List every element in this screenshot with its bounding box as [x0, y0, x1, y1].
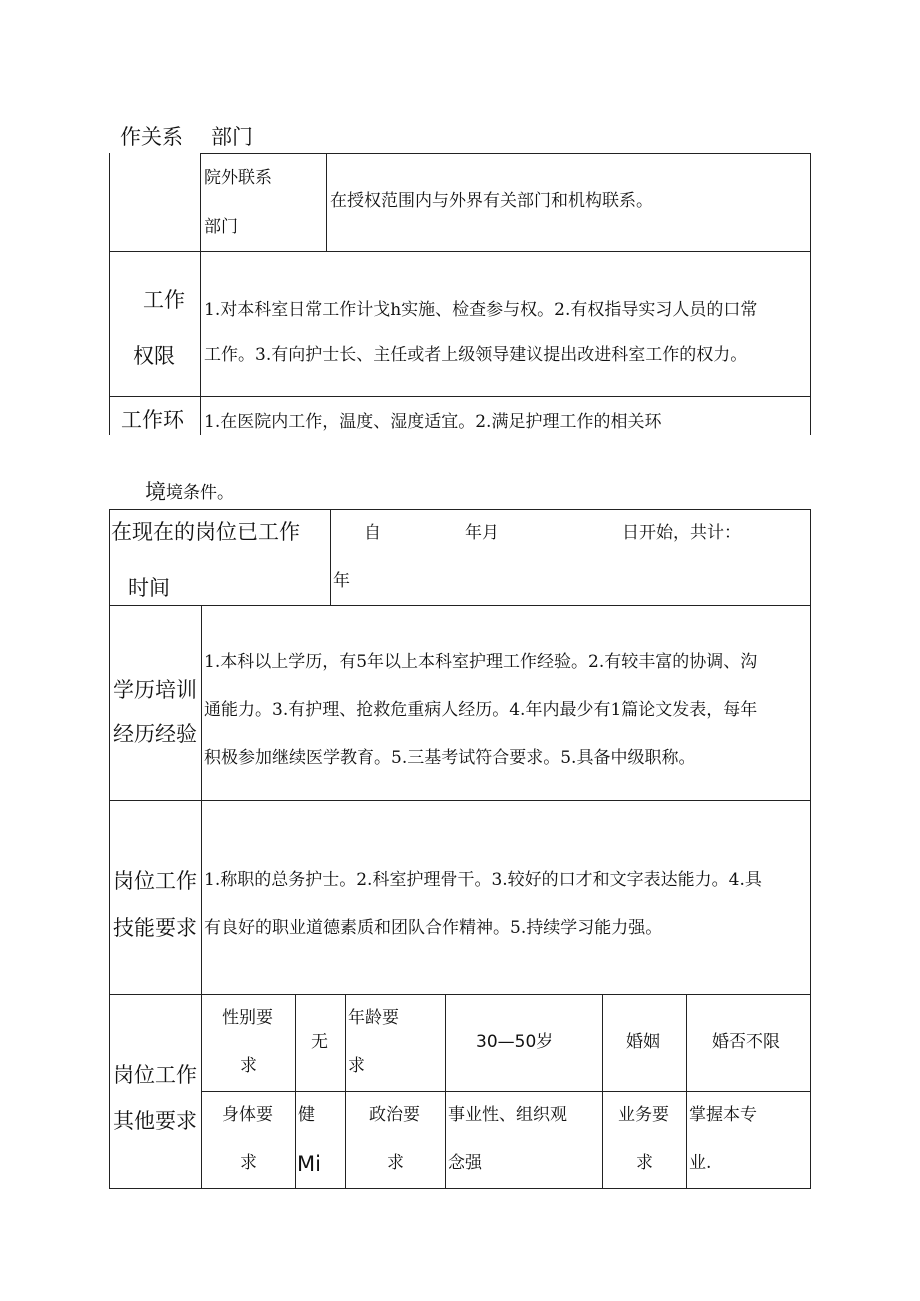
education-label-1: 学历培训 — [113, 678, 197, 702]
other-label-2: 其他要求 — [113, 1109, 197, 1133]
environment-continued-big: 境 — [145, 480, 166, 504]
politics-value-2: 念强 — [448, 1153, 482, 1173]
education-line-1: 1.本科以上学历，有5年以上本科室护理工作经验。2.有较丰富的协调、沟 — [204, 652, 758, 672]
authority-line-2: 工作。3.有向护士长、主任或者上级领导建议提出改进科室工作的权力。 — [204, 345, 748, 365]
external-label-1: 院外联系 — [204, 168, 272, 188]
tenure-from: 自 — [364, 523, 381, 543]
environment-label: 工作环 — [121, 408, 184, 432]
header-relation-label: 作关系 — [120, 125, 183, 149]
authority-line-1: 1.对本科室日常工作计戈h实施、检查参与权。2.有权指导实习人员的口常 — [204, 300, 758, 320]
age-label-2: 求 — [348, 1056, 365, 1076]
skills-line-2: 有良好的职业道德素质和团队合作精神。5.持续学习能力强。 — [204, 918, 663, 938]
external-label-2: 部门 — [204, 217, 238, 237]
tenure-year-month: 年月 — [465, 523, 499, 543]
gender-label-1: 性别要 — [222, 1008, 273, 1028]
other-label-1: 岗位工作 — [113, 1063, 197, 1087]
environment-text: 1.在医院内工作，温度、湿度适宜。2.满足护理工作的相关环 — [204, 412, 662, 432]
business-label-1: 业务要 — [618, 1105, 669, 1125]
authority-label-1: 工作 — [143, 288, 185, 312]
body-value-2: Mi — [297, 1152, 321, 1176]
politics-label-1: 政治要 — [369, 1105, 420, 1125]
education-label-2: 经历经验 — [113, 722, 197, 746]
education-line-3: 积极参加继续医学教育。5.三基考试符合要求。5.具备中级职称。 — [204, 748, 696, 768]
skills-line-1: 1.称职的总务护士。2.科室护理骨干。3.较好的口才和文字表达能力。4.具 — [204, 870, 762, 890]
tenure-label-1: 在现在的岗位已工作 — [111, 520, 300, 544]
gender-value: 无 — [311, 1032, 328, 1052]
body-value-1: 健 — [298, 1105, 315, 1125]
age-value: 30—50岁 — [476, 1032, 554, 1052]
education-line-2: 通能力。3.有护理、抢救危重病人经历。4.年内最少有1篇论文发表，每年 — [204, 700, 758, 720]
business-value-1: 掌握本专 — [689, 1105, 757, 1125]
body-label-2: 求 — [240, 1153, 257, 1173]
age-label-1: 年龄要 — [348, 1008, 399, 1028]
gender-label-2: 求 — [240, 1056, 257, 1076]
politics-label-2: 求 — [387, 1153, 404, 1173]
authority-label-2: 权限 — [133, 344, 175, 368]
tenure-year: 年 — [333, 571, 350, 591]
skills-label-2: 技能要求 — [113, 916, 197, 940]
skills-label-1: 岗位工作 — [113, 869, 197, 893]
body-label-1: 身体要 — [222, 1105, 273, 1125]
marriage-label: 婚姻 — [626, 1032, 660, 1052]
tenure-label-2: 时间 — [128, 576, 170, 600]
external-text: 在授权范围内与外界有关部门和机构联系。 — [330, 191, 653, 211]
politics-value-1: 事业性、组织观 — [448, 1105, 567, 1125]
header-dept-label: 部门 — [211, 125, 253, 149]
business-value-2: 业. — [689, 1153, 712, 1173]
marriage-value: 婚否不限 — [712, 1032, 780, 1052]
tenure-day-start: 日开始，共计： — [622, 523, 741, 543]
environment-continued: 境条件。 — [166, 483, 234, 503]
business-label-2: 求 — [636, 1153, 653, 1173]
